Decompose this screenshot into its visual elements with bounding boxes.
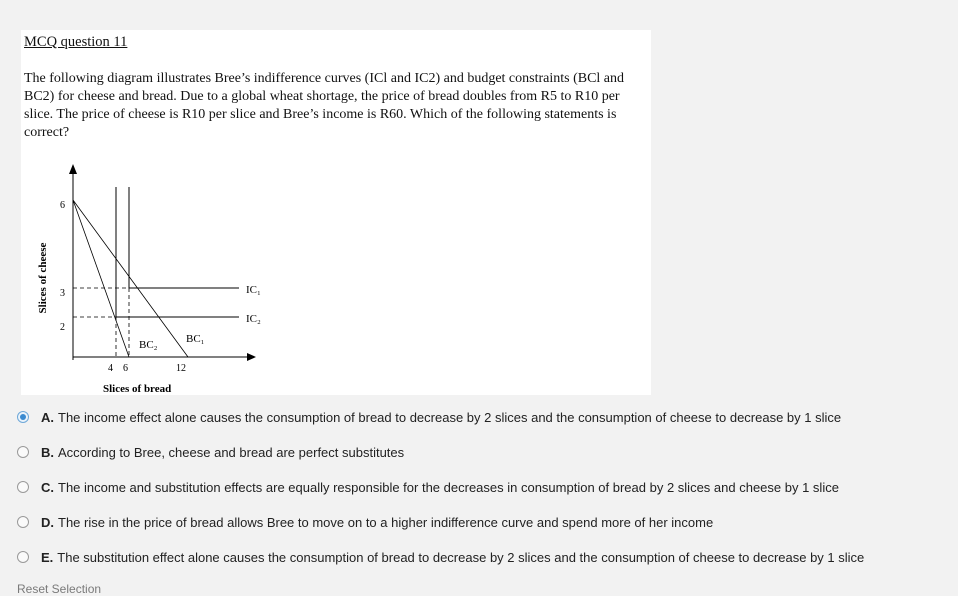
bc2-label: BC₂ bbox=[139, 339, 158, 351]
option-a-radio[interactable] bbox=[17, 411, 29, 423]
option-b-text: According to Bree, cheese and bread are perfect substitutes bbox=[58, 444, 405, 460]
question-card bbox=[21, 30, 651, 395]
option-e[interactable] bbox=[17, 547, 864, 567]
x-axis-title: Slices of bread bbox=[103, 383, 172, 395]
option-c[interactable] bbox=[17, 477, 839, 497]
y-axis-arrow bbox=[69, 164, 77, 174]
option-a[interactable] bbox=[17, 407, 841, 427]
option-e-radio[interactable] bbox=[17, 551, 29, 563]
option-b[interactable] bbox=[17, 442, 404, 462]
bc1-label: BC₁ bbox=[186, 333, 205, 345]
y-tick-3: 3 bbox=[60, 288, 65, 299]
option-c-radio[interactable] bbox=[17, 481, 29, 493]
option-d-text: The rise in the price of bread allows Bree to move on to a higher indifference curve and spend more of her income bbox=[58, 514, 714, 530]
y-tick-2: 2 bbox=[60, 322, 65, 333]
option-e-letter: E. bbox=[41, 549, 54, 565]
option-d-letter: D. bbox=[41, 514, 54, 530]
y-axis-title: Slices of cheese bbox=[37, 242, 49, 314]
option-b-radio[interactable] bbox=[17, 446, 29, 458]
option-b-letter: B. bbox=[41, 444, 54, 460]
option-a-letter: A. bbox=[41, 409, 54, 425]
ic1-curve bbox=[129, 187, 239, 288]
y-tick-6: 6 bbox=[60, 200, 65, 211]
option-d-radio[interactable] bbox=[17, 516, 29, 528]
option-a-text: The income effect alone causes the consumption of bread to decrease by 2 slices and the consumption of cheese to decrease by 1 slice bbox=[58, 409, 842, 425]
bc2-line bbox=[73, 200, 129, 357]
x-tick-4: 4 bbox=[108, 363, 113, 374]
question-stem: The following diagram illustrates Bree’s indifference curves (ICl and IC2) and budget constraints (BCl and BC2) for cheese and bread. Due to a global wheat shortage, the price of bread doubles from R5 to R10 per slice. The price of cheese is R10 per slice and Bree’s income is R60. Which of the following statements is correct? bbox=[24, 71, 625, 140]
ic2-curve bbox=[116, 187, 239, 317]
x-axis-arrow bbox=[247, 353, 256, 361]
option-c-letter: C. bbox=[41, 479, 54, 495]
indifference-curve-diagram bbox=[21, 30, 651, 395]
option-d[interactable] bbox=[17, 512, 713, 532]
option-c-text: The income and substitution effects are equally responsible for the decreases in consumption of bread by 2 slices and cheese by 1 slice bbox=[58, 479, 839, 495]
reset-selection-link[interactable]: Reset Selection bbox=[17, 582, 102, 596]
ic2-label: IC₂ bbox=[246, 313, 261, 325]
ic1-label: IC₁ bbox=[246, 284, 261, 296]
x-tick-12: 12 bbox=[176, 363, 186, 374]
option-e-text: The substitution effect alone causes the consumption of bread to decrease by 2 slices and the consumption of cheese to decrease by 1 slice bbox=[57, 549, 865, 565]
bc1-line bbox=[73, 200, 188, 357]
x-tick-6: 6 bbox=[123, 363, 128, 374]
question-title: MCQ question 11 bbox=[24, 34, 128, 50]
